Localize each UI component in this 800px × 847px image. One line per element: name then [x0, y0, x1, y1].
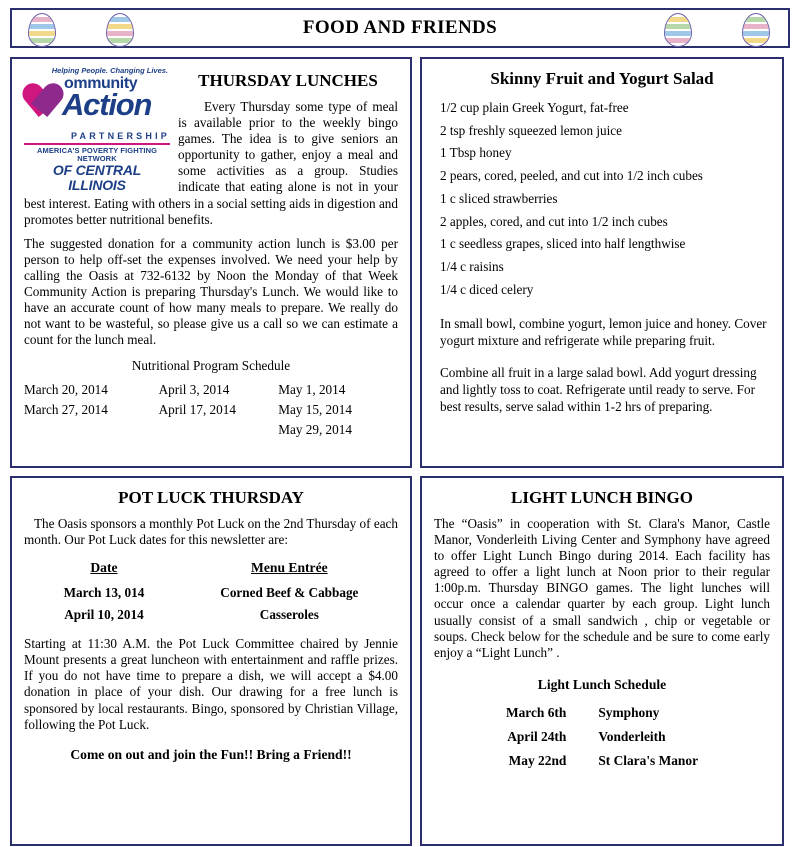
logo-wordmark: [24, 76, 170, 132]
table-row: [24, 400, 398, 420]
pot-luck-closing: Come on out and join the Fun!! Bring a Friend!!: [70, 746, 352, 762]
light-lunch-venue: Symphony: [598, 704, 660, 720]
pot-luck-date: April 10, 2014: [64, 607, 144, 623]
logo-community-text: ommunity: [64, 74, 138, 92]
nutritional-program-schedule-table: [24, 380, 398, 439]
page-title: FOOD AND FRIENDS: [302, 17, 498, 38]
table-row: [492, 749, 712, 773]
light-lunch-venue: Vonderleith: [598, 728, 666, 744]
article-paragraph: The Oasis sponsors a monthly Pot Luck on the 2nd Thursday of each month. Our Pot Luck dates for this newsletter are:: [24, 516, 398, 548]
list-item: 1 c seedless grapes, sliced into half lengthwise: [440, 236, 686, 252]
masthead: [10, 8, 790, 48]
list-item: 1 Tbsp honey: [440, 145, 512, 161]
logo-tagline: Helping People. Changing Lives.: [51, 66, 168, 75]
recipe-ingredient-list: [434, 97, 770, 301]
light-lunch-date: May 22nd: [508, 752, 567, 768]
article-grid: [10, 57, 790, 846]
article-title: Skinny Fruit and Yogurt Salad: [490, 69, 714, 88]
easter-egg-icon: [664, 13, 692, 47]
schedule-title: Nutritional Program Schedule: [131, 358, 291, 374]
article-pot-luck: [10, 476, 412, 846]
article-paragraph: The “Oasis” in cooperation with St. Clara's Manor, Castle Manor, Vonderleith Living Center and Symphony have agreed to offer Light Lunch Bingo during 2014. Each facility has agreed to offer a light lunch at Noon prior to their regular 1:00p.m. Thursday BINGO games. The light lunches will occur once a calendar quarter by each group. Light lunch usually consist of a small sandwich , chip or vegetable or soups. Check below for the schedule and be sure to come early enjoy a “Light Lunch” .: [434, 516, 770, 660]
column-header-menu: Menu Entrée: [251, 560, 328, 576]
recipe-instruction: In small bowl, combine yogurt, lemon juice and honey. Cover yogurt mixture and refrigerate while preparing fruit.: [440, 316, 767, 349]
schedule-date: March 20, 2014: [24, 382, 108, 398]
schedule-date: April 17, 2014: [158, 402, 236, 418]
article-title: POT LUCK THURSDAY: [118, 488, 304, 507]
pot-luck-menu: Casseroles: [259, 607, 319, 623]
table-row: [492, 701, 712, 725]
easter-egg-icon: [742, 13, 770, 47]
article-paragraph: Starting at 11:30 A.M. the Pot Luck Committee chaired by Jennie Mount presents a great luncheon with entertainment and raffle prizes. If you do not have time to prepare a dish, we will accept a $4.00 donation in place of your dish. Our drawing for a free lunch is sponsored by local restaurants. Bingo, sponsored by Christian Village, following the Pot Luck.: [24, 636, 398, 732]
article-light-lunch-bingo: [420, 476, 784, 846]
list-item: 1 c sliced strawberries: [440, 190, 558, 206]
list-item: 1/4 c diced celery: [440, 281, 534, 297]
article-paragraph: The suggested donation for a community action lunch is $3.00 per person to help off-set the expenses involved. We need your help by calling the Oasis at 732-6132 by Noon the Monday of that Week Community Action is preparing Thursday's Lunch. We would like to have an accurate count of how many meals to prepare. We really do not want to be wasteful, so please give us a call so we can estimate a count for the lunch meal.: [24, 235, 398, 348]
article-recipe: [420, 57, 784, 468]
article-title: LIGHT LUNCH BINGO: [510, 488, 693, 507]
community-action-logo: [24, 67, 170, 192]
schedule-date: March 27, 2014: [24, 402, 108, 418]
heart-icon: [24, 76, 64, 116]
schedule-date: May 29, 2014: [278, 422, 352, 438]
pot-luck-menu: Corned Beef & Cabbage: [220, 585, 359, 601]
light-lunch-date: April 24th: [507, 728, 567, 744]
article-title: THURSDAY LUNCHES: [198, 71, 378, 90]
easter-egg-icon: [28, 13, 56, 47]
table-row: [492, 725, 712, 749]
article-paragraph: Every Thursday some type of meal is available prior to the weekly bingo games. The idea is to give seniors an opportunity to gather, enjoy a meal and some activities as a group. Studies indicate that eating alone is not in your best interest. Eating with others in a social setting aids in digestion and promotes better nutritional benefits.: [24, 99, 398, 227]
schedule-date: April 3, 2014: [158, 382, 230, 398]
list-item: 1/4 c raisins: [440, 258, 504, 274]
light-lunch-schedule-title: Light Lunch Schedule: [537, 676, 667, 692]
table-row: [24, 380, 398, 400]
table-row: [26, 582, 397, 604]
list-item: 1/2 cup plain Greek Yogurt, fat-free: [440, 100, 629, 115]
list-item: 2 pears, cored, peeled, and cut into 1/2 inch cubes: [440, 168, 703, 184]
recipe-instruction: Combine all fruit in a large salad bowl. Add yogurt dressing and lightly toss to coat. Refrigerate until ready to serve. For best results, serve salad within 1-2 hrs of preparing.: [440, 364, 757, 414]
article-thursday-lunches: [10, 57, 412, 468]
table-row: [26, 604, 397, 626]
list-item: 2 tsp freshly squeezed lemon juice: [440, 122, 623, 138]
table-row: [24, 420, 398, 440]
logo-partnership-text: PARTNERSHIP: [24, 132, 170, 145]
pot-luck-schedule-table: [26, 560, 397, 626]
logo-region-text: OF CENTRAL ILLINOIS: [52, 162, 142, 193]
table-header-row: [26, 560, 397, 582]
pot-luck-date: March 13, 014: [63, 585, 145, 601]
easter-egg-icon: [106, 13, 134, 47]
light-lunch-schedule-table: [492, 701, 712, 773]
schedule-date: [24, 420, 159, 440]
schedule-date: May 15, 2014: [278, 402, 352, 418]
list-item: 2 apples, cored, and cut into 1/2 inch cubes: [440, 213, 668, 229]
logo-network-text: AMERICA'S POVERTY FIGHTING NETWORK: [36, 146, 158, 164]
column-header-date: Date: [90, 560, 118, 576]
logo-action-text: Action: [62, 86, 152, 122]
light-lunch-venue: St Clara's Manor: [598, 752, 699, 768]
schedule-date: [159, 420, 279, 440]
light-lunch-date: March 6th: [505, 704, 567, 720]
schedule-date: May 1, 2014: [278, 382, 346, 398]
